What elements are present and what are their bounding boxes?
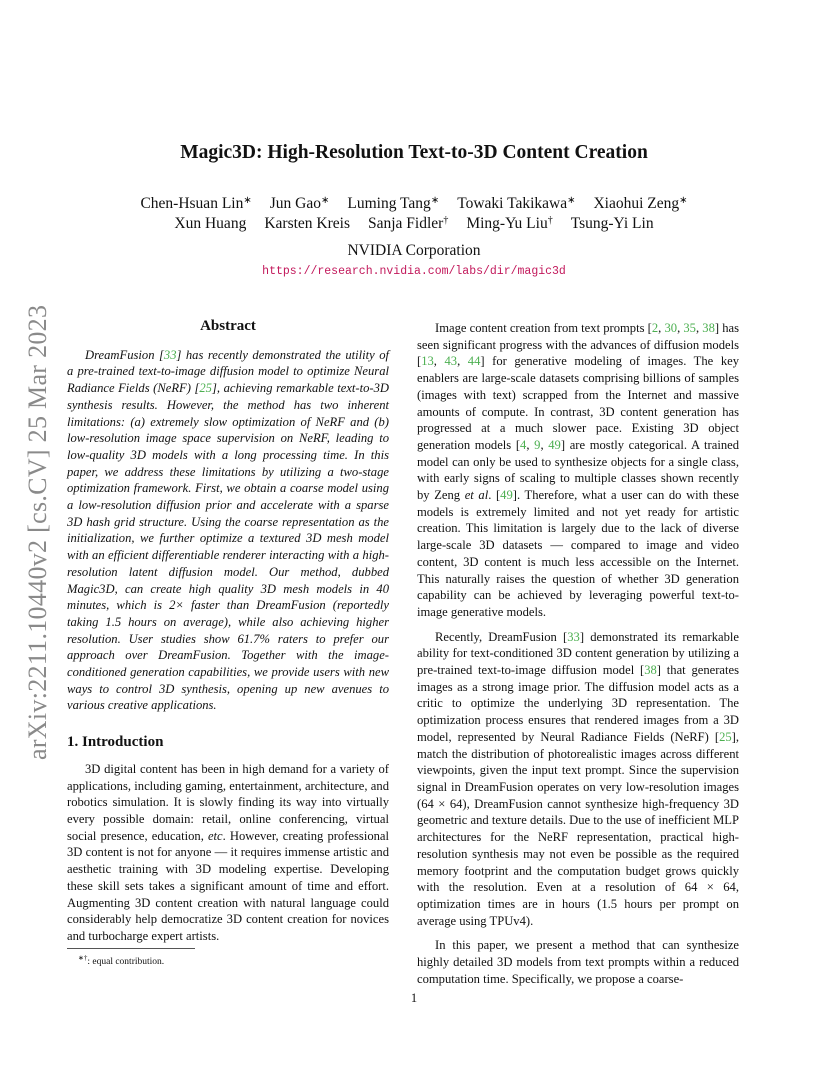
citation-link[interactable]: 13 [421,354,434,369]
body-paragraph: In this paper, we present a method that can synthesize highly detailed 3D models from text prompts within a reduced computation time. Specifically, we propose a coarse- [417,938,739,986]
citation-link[interactable]: 33 [567,629,580,644]
author-name: Tsung-Yi Lin [570,215,654,232]
author-mark: † [443,215,449,226]
author-row-1 [60,194,768,214]
author-name: Xun Huang [174,215,247,232]
footnote-text: : equal contribution. [87,957,165,968]
author-name: Xiaohui Zeng∗ [593,195,688,212]
right-column [417,320,739,987]
abstract-paragraph: DreamFusion [33] has recently demonstrated the utility of a pre-trained text-to-image diffusion model to optimize Neural Radiance Fields (NeRF) [25], achieving remarkable text-to-3D synthesis results. However, the method has two inherent limitations: (a) extremely slow optimization of NeRF and (b) low-resolution image space supervision on NeRF, leading to low-quality 3D models with a long processing time. In this paper, we address these limitations by utilizing a two-stage optimization framework. First, we obtain a coarse model using a low-resolution diffusion prior and accelerate with a sparse 3D hash grid structure. Using the coarse representation as the initialization, we further optimize a textured 3D mesh model with an efficient differentiable renderer interacting with a high-resolution latent diffusion model. Our method, dubbed Magic3D, can create high quality 3D mesh models in 40 minutes, which is 2× faster than DreamFusion (reportedly taking 1.5 hours on average), while also achieving higher resolution. User studies show 61.7% raters to prefer our approach over DreamFusion. Together with the image-conditioned generation capabilities, we provide users with new ways to control 3D synthesis, opening up new avenues to various creative applications. [67,347,390,713]
author-name: Sanja Fidler† [367,215,449,232]
citation-link[interactable]: 49 [548,437,561,452]
citation-link[interactable]: 25 [199,381,212,396]
author-name: Jun Gao∗ [269,195,330,212]
author-mark: ∗ [430,195,440,206]
body-paragraph: Recently, DreamFusion [33] demonstrated its remarkable ability for text-conditioned 3D content generation by utilizing a pre-trained text-to-image diffusion model [38] that generates images as a strong image prior. The diffusion model acts as a critic to optimize the underlying 3D representation. The optimization process ensures that rendered images from a 3D model, represented by Neural Radiance Fields (NeRF) [25], match the distribution of photorealistic images across different viewpoints, given the input text prompt. Since the supervision signal in DreamFusion operates on very low-resolution images (64 × 64), DreamFusion cannot synthesize high-frequency 3D geometric and texture details. Due to the use of inefficient MLP architectures for the NeRF representation, practical high-resolution synthesis may not even be possible as the required memory footprint and the computation budget grows quickly with the resolution. Even at a resolution of 64 × 64, optimization times are in hours (1.5 hours per prompt on average using TPUv4). [417,629,739,928]
abstract [67,347,389,714]
author-list [60,194,768,234]
footnote-divider [67,948,195,949]
citation-link[interactable]: 38 [644,663,657,678]
affiliation: NVIDIA Corporation [347,242,481,259]
intro-paragraph: 3D digital content has been in high demand for a variety of applications, including gaming, entertainment, architecture, and robotics simulation. It is slowly finding its way into virtually every possible domain: retail, online conferencing, virtual social presence, education, etc. However, creating professional 3D content is not for anyone — it requires immense artistic and aesthetic training with 3D modeling expertise. Developing these skill sets takes a significant amount of time and effort. Augmenting 3D content creation with natural language could considerably help democratize 3D content creation for novices and turbocharge expert artists. [67,761,389,943]
author-mark: † [547,215,553,226]
citation-link[interactable]: 44 [467,354,481,369]
project-url-link[interactable]: https://research.nvidia.com/labs/dir/magic3d [262,265,566,278]
author-name: Ming-Yu Liu† [466,215,553,232]
footnote [78,952,164,968]
left-column [67,318,389,945]
citation-link[interactable]: 33 [163,347,177,362]
citation-link[interactable]: 2 [651,321,659,335]
author-mark: ∗ [567,195,576,206]
citation-link[interactable]: 35 [683,321,696,335]
footnote-mark: ∗† [78,954,88,962]
author-name: Towaki Takikawa∗ [457,195,576,212]
author-name: Luming Tang∗ [347,195,440,212]
citation-link[interactable]: 25 [719,729,732,744]
citation-link[interactable]: 38 [702,321,715,335]
abstract-heading: Abstract [200,318,256,334]
body-paragraph: Image content creation from text prompts [2, 30, 35, 38] has seen significant progress with the advances of diffusion models [13, 43, 44] for generative modeling of images. The key enablers are large-scale datasets comprising billions of samples (images with text) scrapped from the Internet and massive amounts of compute. In contrast, 3D content generation has progressed at a much slower pace. Existing 3D object generation models [4, 9, 49] are mostly categorical. A trained model can only be used to synthesize objects for a single class, with early signs of scaling to multiple classes shown recently by Zeng et al. [49]. Therefore, what a user can do with these models is extremely limited and not yet ready for artistic creation. This limitation is largely due to the lack of diverse large-scale 3D datasets — compared to image and video content, 3D content is much less accessible on the Internet. This naturally raises the question of whether 3D generation capability can be achieved by leveraging powerful text-to-image generative models. [417,321,740,619]
author-mark: ∗ [243,195,252,206]
citation-link[interactable]: 30 [664,321,678,335]
page-number: 1 [410,991,418,1005]
author-name: Chen-Hsuan Lin∗ [140,195,252,212]
citation-link[interactable]: 4 [520,437,527,452]
author-row-2 [60,214,768,234]
citation-link[interactable]: 49 [500,488,513,503]
citation-link[interactable]: 43 [444,354,458,369]
author-mark: ∗ [679,195,688,206]
author-name: Karsten Kreis [264,215,350,232]
paper-title: Magic3D: High-Resolution Text-to-3D Content Creation [180,142,648,163]
section-heading-introduction: 1. Introduction [67,734,164,751]
arxiv-stamp: arXiv:2211.10440v2 [cs.CV] 25 Mar 2023 [23,304,52,760]
citation-link[interactable]: 9 [534,437,541,452]
author-mark: ∗ [320,195,330,206]
